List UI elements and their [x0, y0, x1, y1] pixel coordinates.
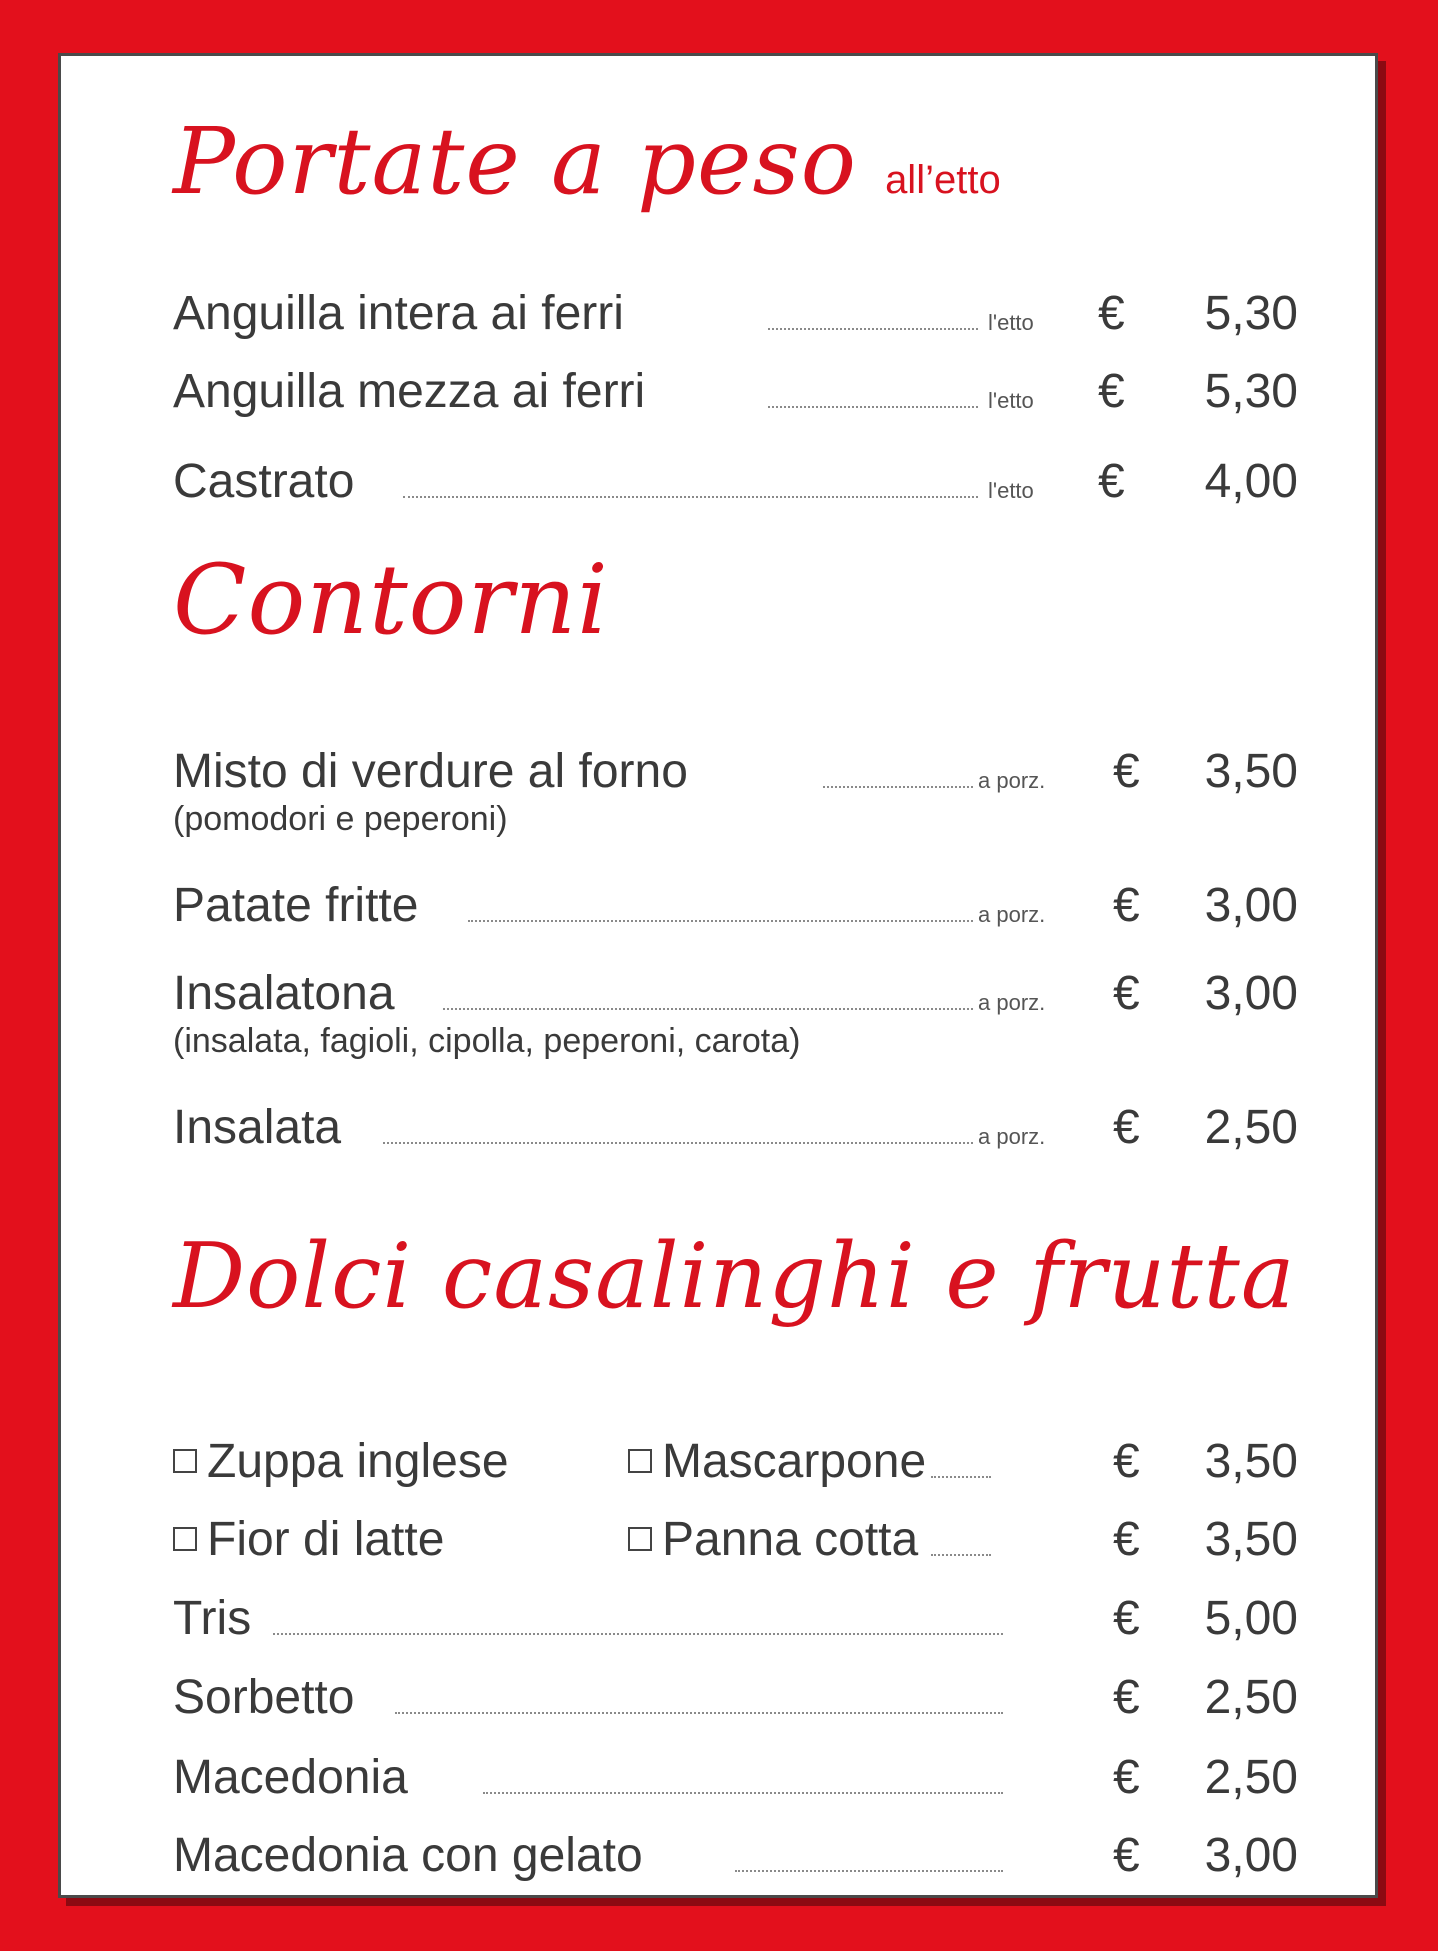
dessert-option: [173, 1435, 509, 1488]
dessert-option: [173, 1513, 445, 1566]
checkbox-icon: [173, 1449, 197, 1473]
item-price: 2,50: [1204, 1671, 1298, 1724]
item-name: Misto di verdure al forno: [173, 745, 688, 798]
item-unit: l'etto: [988, 310, 1034, 335]
menu-item: [173, 1742, 1298, 1802]
section-title-contorni: Contorni: [173, 544, 609, 656]
item-name: Castrato: [173, 455, 355, 508]
section-title-text: Portate a peso: [173, 108, 858, 215]
menu-item: [173, 736, 1298, 796]
dot-leader: [403, 496, 978, 498]
item-price: 4,00: [1204, 455, 1298, 508]
section-subtitle: all’etto: [885, 158, 1001, 202]
item-price: 3,50: [1204, 745, 1298, 798]
item-price: 5,30: [1204, 365, 1298, 418]
menu-item: [173, 1820, 1298, 1880]
menu-item: [173, 1092, 1298, 1152]
item-unit: l'etto: [988, 478, 1034, 503]
dessert-option-label: Fior di latte: [207, 1513, 445, 1566]
currency-symbol: €: [1113, 1592, 1140, 1645]
currency-symbol: €: [1113, 1751, 1140, 1804]
dot-leader: [483, 1792, 1003, 1794]
item-price: 2,50: [1204, 1101, 1298, 1154]
menu-item: [173, 958, 1298, 1018]
dot-leader: [931, 1476, 991, 1478]
dessert-option: [628, 1435, 927, 1488]
dot-leader: [395, 1712, 1003, 1714]
currency-symbol: €: [1098, 455, 1125, 508]
dot-leader: [823, 786, 973, 788]
item-unit: a porz.: [978, 1124, 1046, 1149]
item-price: 3,00: [1204, 1829, 1298, 1882]
dot-leader: [768, 406, 978, 408]
item-note: (insalata, fagioli, cipolla, peperoni, carota): [173, 1022, 801, 1060]
currency-symbol: €: [1113, 879, 1140, 932]
section-title-dolci: Dolci casalinghi e frutta: [173, 1224, 1296, 1329]
item-unit: a porz.: [978, 902, 1046, 927]
dessert-option-label: Panna cotta: [662, 1513, 919, 1566]
dessert-option-label: Zuppa inglese: [207, 1435, 509, 1488]
checkbox-icon: [628, 1449, 652, 1473]
dot-leader: [443, 1008, 973, 1010]
checkbox-icon: [173, 1527, 197, 1551]
dot-leader: [735, 1870, 1003, 1872]
dot-leader: [273, 1633, 1003, 1635]
section-title-portate-a-peso: [173, 108, 1001, 215]
dot-leader: [768, 328, 978, 330]
currency-symbol: €: [1098, 287, 1125, 340]
menu-item: [173, 1583, 1298, 1643]
item-name: Patate fritte: [173, 879, 419, 932]
item-name: Macedonia: [173, 1751, 408, 1804]
menu-item: [173, 356, 1298, 416]
item-name: Anguilla mezza ai ferri: [173, 365, 646, 418]
currency-symbol: €: [1113, 1829, 1140, 1882]
item-note: (pomodori e peperoni): [173, 800, 508, 838]
item-unit: a porz.: [978, 990, 1046, 1015]
currency-symbol: €: [1113, 745, 1140, 798]
item-price: 3,50: [1204, 1435, 1298, 1488]
menu-item: [173, 1662, 1298, 1722]
menu-item: [173, 278, 1298, 338]
dot-leader: [931, 1554, 991, 1556]
checkbox-row: [173, 1504, 1298, 1564]
checkbox-icon: [628, 1527, 652, 1551]
checkbox-row: [173, 1426, 1298, 1486]
currency-symbol: €: [1113, 1101, 1140, 1154]
item-name: Tris: [173, 1592, 252, 1645]
currency-symbol: €: [1098, 365, 1125, 418]
item-unit: l'etto: [988, 388, 1034, 413]
menu-item: [173, 870, 1298, 930]
currency-symbol: €: [1113, 1435, 1140, 1488]
dessert-option-label: Mascarpone: [662, 1435, 927, 1488]
item-price: 5,30: [1204, 287, 1298, 340]
item-name: Sorbetto: [173, 1671, 355, 1724]
item-price: 5,00: [1204, 1592, 1298, 1645]
item-name: Insalatona: [173, 967, 395, 1020]
item-price: 2,50: [1204, 1751, 1298, 1804]
dessert-option: [628, 1513, 919, 1566]
currency-symbol: €: [1113, 967, 1140, 1020]
item-name: Insalata: [173, 1101, 342, 1154]
currency-symbol: €: [1113, 1671, 1140, 1724]
item-unit: a porz.: [978, 768, 1046, 793]
menu-card: [58, 53, 1378, 1898]
item-name: Macedonia con gelato: [173, 1829, 643, 1882]
item-name: Anguilla intera ai ferri: [173, 287, 624, 340]
menu-item: [173, 446, 1298, 506]
item-price: 3,00: [1204, 967, 1298, 1020]
item-price: 3,00: [1204, 879, 1298, 932]
currency-symbol: €: [1113, 1513, 1140, 1566]
item-price: 3,50: [1204, 1513, 1298, 1566]
dot-leader: [468, 920, 973, 922]
dot-leader: [383, 1142, 973, 1144]
